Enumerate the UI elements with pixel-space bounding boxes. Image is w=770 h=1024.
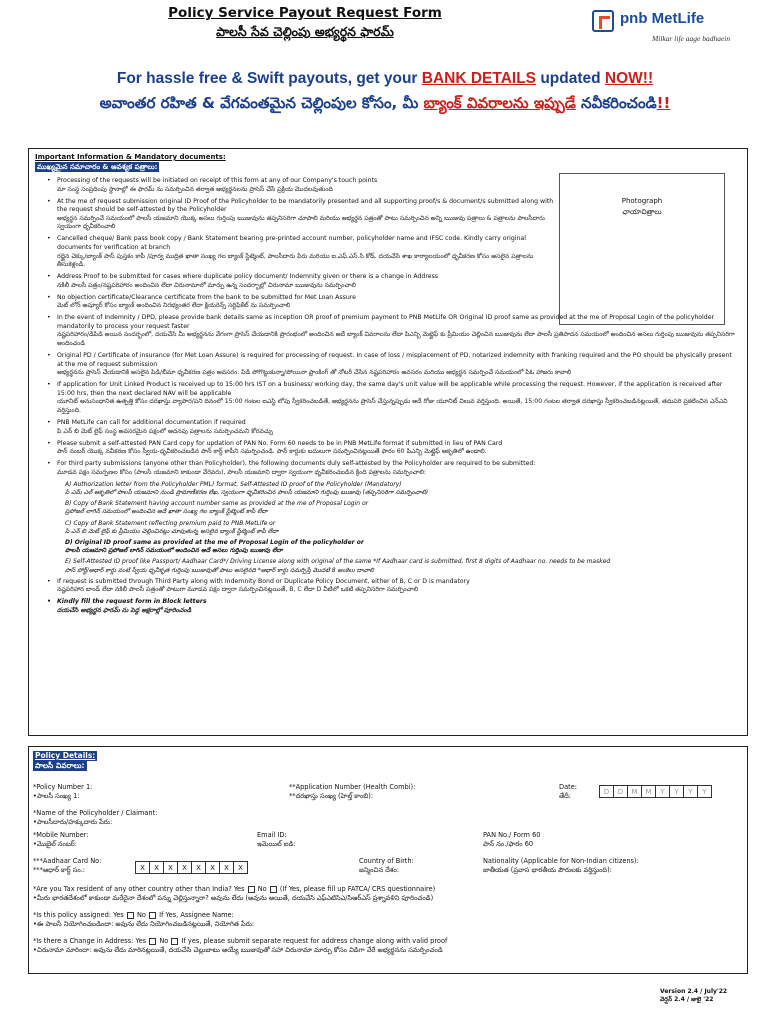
address-no-label: No — [159, 937, 169, 945]
bullet-te: దయచేసి అభ్యర్థన ఫారమ్ ను పెద్ద అక్షరాల్లో పూరించండి — [57, 606, 192, 614]
bullet-en: Processing of the requests will be initiated on receipt of this form at any of our Company's touch points — [57, 177, 378, 184]
info-bullet — [47, 235, 557, 269]
info-heading — [35, 152, 226, 172]
banner-te-suffix: నవీకరించండి — [575, 94, 657, 112]
third-party-item — [47, 520, 737, 536]
subitem-te: ప్రపోజల్ లాగిన్ సమయంలో అందించిన అదే ఖాతా సంఖ్య గల బ్యాంక్ స్టేట్మెంట్ కాపీ లేదా — [65, 508, 268, 516]
aadhaar-box[interactable]: X — [177, 861, 192, 874]
date-box[interactable]: Y — [655, 785, 670, 798]
bullet-en: For third party submissions (anyone other than Policyholder), the following documents duly self-attested by the Policyholder are required to be submitted: — [57, 460, 536, 468]
policyholder-name-label-te: •పాలసీదారు/హక్కుదారు పేరు: — [33, 818, 113, 826]
bullet-en: At the me of request submission original ID Proof of the Policyholder to be mandatorily presented and all supporting proof/s & document/s submitted along with the request should be self-attested by the Policyholder — [57, 197, 554, 214]
aadhaar-box[interactable]: X — [163, 861, 178, 874]
address-change-question — [33, 937, 447, 955]
subitem-en: E) Self-Attested ID proof like Passport/ Aadhaar Card*/ Driving License along with original of the same *If Aadhaar card is submitted, first 8 digits of Aadhaar no. needs to be masked — [65, 558, 611, 566]
policyholder-name-field[interactable] — [33, 809, 157, 827]
pan-field[interactable] — [483, 831, 540, 849]
bullet-en: Original PD / Certificate of insurance (for Met Loan Assure) is required for processing of request. In case of loss / misplacement of PD, notarized indemnity with franking required and the PO should be physically present at the me of request submission — [57, 352, 732, 368]
aadhaar-field — [33, 857, 101, 875]
info-bullet — [47, 440, 737, 457]
bullet-te: అభ్యర్థన సమర్పించే సమయంలో పాలసీ యజమాని యొక్క అసలు గుర్తింపు ఋజువును తప్పనిసరిగా చూపాలి మరియు అభ్యర్థన పత్రంతో పాటు సమర్పించిన అన్ని ఋజువు పత్రాలు & పత్రాలను పాలసీదారు స్వయంగా ధృవీకరించాలి — [57, 214, 545, 231]
bullet-te: అభ్యర్థనను ప్రాసెస్ చేయడానికి అసలైన పిడి/బీమా ధృవీకరణ పత్రం అవసరం. పిడి పోగొట్టుకున్నా/పోయినా ఫ్రాంకింగ్ తో నోటరీ చేసిన నష్టపరిహారం అవసరం మరియు అభ్యర్థన సమర్పించే సమయంలో పిఓ హాజరు కావాలి — [57, 369, 572, 377]
bullet-en: If request is submitted through Third Party along with Indemnity Bond or Duplicate Policy Document, either of B, C or D is mandatory — [57, 577, 470, 585]
bullet-te: నష్టపరిహార బాండ్ లేదా నకిలీ పాలసీ పత్రంతో పాటుగా మూడవ పక్షం ద్వారా సమర్పించినట్లయితే, B, C లేదా D వీటిలో ఒకటి తప్పనిసరిగా సమర్పించాలి — [57, 586, 419, 594]
pan-label: PAN No./ Form 60 — [483, 831, 541, 839]
policy-number-field[interactable] — [33, 783, 92, 801]
tax-no-checkbox[interactable] — [270, 886, 277, 893]
subitem-te: పాస్ పోర్ట్/ఆధార్ కార్డు వంటి స్వీయ ధృవీకృత గుర్తింపు ఋజువుతో పాటు అసలైనది *ఆధార్ కార్డు సమర్పిస్తే మొదటి 8 అంకెలు దాచాలి — [65, 566, 374, 574]
mobile-number-label: *Mobile Number: — [33, 831, 89, 839]
policy-number-label-te: •పాలసీ సంఖ్య 1: — [33, 792, 80, 800]
subitem-en: C) Copy of Bank Statement reflecting premium paid to PNB MetLife or — [65, 519, 276, 527]
email-label: Email ID: — [257, 831, 287, 839]
bullet-te: పి ఎన్ బి మెట్ లైఫ్ సంస్థ అవసరమైన పక్షంలో అదనపు పత్రాలను సమర్పించమని కోరవచ్చు — [57, 427, 273, 435]
subitem-te: పి ఎన్ బి మెట్ లైఫ్ కు ప్రీమియం చెల్లించినట్లు చూపుతున్న అసలైన బ్యాంక్ స్టేట్మెంట్ కాపీ లేదా — [65, 527, 279, 535]
bullet-en: Kindly fill the request form in Block letters — [57, 598, 207, 606]
address-yes-checkbox[interactable] — [149, 938, 156, 945]
subitem-te: పి ఎమ్ ఎల్ ఆకృతిలో పాలసీ యజమాని నుండి ప్రామాణీకరణ లేఖ, స్వయంగా ధృవీకరించిన పాలసీ యజమాని గుర్తింపు ఋజువు (తప్పనిసరిగా సమర్పించాలి) — [65, 488, 429, 496]
info-bullet — [47, 314, 737, 348]
assigned-no-checkbox[interactable] — [149, 912, 156, 919]
photograph-label-te: ఛాయాచిత్రాలు — [622, 208, 662, 216]
tax-resident-label-te: •మీరు భారతదేశంలో కాకుండా మరేదైనా దేశంలో పన్ను చెల్లిస్తున్నారా? అవును లేదు (అవును అయితే, దయచేసి ఎఫ్ఎటిసిఎ/సిఆర్ఎస్ ప్రశ్నావళిని పూరించండి) — [33, 894, 434, 902]
info-bullet — [47, 381, 737, 415]
info-bullet — [47, 598, 737, 615]
aadhaar-input-boxes[interactable] — [135, 861, 247, 874]
photograph-label: Photograph — [621, 197, 663, 205]
subitem-en: D) Original ID proof same as provided at the me of Proposal Login of the policyholder or — [65, 538, 364, 546]
bullet-te: మూడవ పక్షం సమర్పణల కోసం (పాలసీ యజమాని కాకుండా వేరెవరు), పాలసీ యజమాని ద్వారా స్వయంగా ధృవీకరించబడిన క్రింది పత్రాలను సమర్పించాలి: — [57, 468, 426, 476]
pnb-metlife-logo — [592, 8, 742, 50]
address-no-checkbox[interactable] — [171, 938, 178, 945]
aadhaar-label: ***Aadhaar Card No: — [33, 857, 102, 865]
date-box[interactable]: Y — [669, 785, 684, 798]
subitem-te: పాలసీ యజమాని ప్రపోజల్ లాగిన్ సమయంలో అందించిన అదే అసలు గుర్తింపు ఋజువు లేదా — [65, 547, 283, 555]
banner-en-now: NOW!! — [604, 70, 654, 87]
assigned-yes-checkbox[interactable] — [127, 912, 134, 919]
address-change-label: *Is there a Change in Address: — [33, 937, 134, 945]
assignee-name-label: If Yes, Assignee Name: — [159, 911, 234, 919]
tax-no-label: No — [257, 885, 267, 893]
banner-te-bank: బ్యాంక్ వివరాలను ఇప్పుడే — [423, 94, 576, 112]
subitem-en: A) Authorization letter from the Policyholder PML) format, Self-Attested ID proof of the Policyholder (Mandatory) — [65, 480, 402, 488]
form-title-en: Policy Service Payout Request Form — [168, 5, 442, 21]
mobile-number-label-te: •మొబైల్ నంబర్: — [33, 840, 77, 848]
bullet-en: PNB MetLife can call for additional documentation if required — [57, 418, 246, 426]
email-field[interactable] — [257, 831, 296, 849]
bullet-te: యూనిట్ అనుసంధానిత ఉత్పత్తి కోసం దరఖాస్తు వ్యాపార/పని దినంలో 15:00 గంటల ఐఎస్టి లోపు స్వీకరించబడితే, అభ్యర్థనను ప్రాసెస్ చేస్తున్నప్పుడు అదే రోజు యూనిట్ విలువ వర్తిస్తుంది. అయితే, 15:00 గంటల తర్వాత దరఖాస్తు స్వీకరించబడినట్లయితే, తదుపరి ప్రకటించిన ఎన్ఎవి వర్తిస్తుంది. — [57, 398, 728, 414]
info-bullet — [47, 294, 737, 311]
policy-heading-en: Policy Details: — [35, 751, 96, 760]
mobile-number-field[interactable] — [33, 831, 89, 849]
country-of-birth-field[interactable] — [359, 857, 414, 875]
application-number-label: **Application Number (Health Combi): — [289, 783, 416, 791]
aadhaar-box[interactable]: X — [191, 861, 206, 874]
banner-english — [0, 70, 770, 88]
aadhaar-label-te: ***ఆధార్ కార్డ్ సం.: — [33, 866, 86, 874]
banner-te-exclaim: !! — [656, 94, 671, 112]
aadhaar-box[interactable]: X — [205, 861, 220, 874]
aadhaar-box[interactable]: X — [233, 861, 248, 874]
tax-note: (If Yes, please fill up FATCA/ CRS questionnaire) — [279, 885, 436, 893]
bullet-en: In the event of Indemnity / DPD, please provide bank details same as inception OR proof of premium payment to PNB MetLife OR Original ID proof same as provided at the me of Proposal Login of the policyholder mandatorily to process your request faster — [57, 314, 715, 330]
form-title-te: పాలసీ సేవ చెల్లింపు అభ్యర్థన ఫారమ్ — [216, 24, 394, 39]
bullet-en: No objection certificate/Clearance certificate from the bank to be submitted for Met Loan Assure — [57, 293, 356, 301]
bullet-en: If application for Unit Linked Product is received up to 15:00 hrs IST on a business/ working day, the same day's unit value will be applicable while processing the request. However, if the application is received after 15:00 hrs, then the next declared NAV will be applicable — [57, 381, 723, 397]
version-en: Version 2.4 / July'22 — [660, 988, 728, 995]
form-title — [135, 4, 475, 42]
logo-tagline: Milkar life aage badhaein — [652, 34, 731, 43]
date-box[interactable]: D — [599, 785, 614, 798]
policyholder-name-label: *Name of the Policyholder / Claimant: — [33, 809, 158, 817]
aadhaar-box[interactable]: X — [135, 861, 150, 874]
date-input-boxes[interactable] — [599, 785, 711, 798]
bullet-en: Address Proof to be submitted for cases where duplicate policy document/ Indemnity given or there is a change in Address — [57, 273, 439, 281]
aadhaar-box[interactable]: X — [219, 861, 234, 874]
country-of-birth-label: Country of Birth: — [359, 857, 414, 865]
policy-details-heading — [33, 751, 97, 771]
date-box[interactable]: M — [627, 785, 642, 798]
country-of-birth-label-te: జన్మించిన దేశం: — [359, 866, 400, 874]
assigned-label-te: •ఈ పాలసీ నియోగించబడిందా: అవును లేదు నియోగించబడినట్లయితే, నియోగిత పేరు: — [33, 920, 255, 928]
tax-resident-question — [33, 885, 435, 903]
assigned-no-label: No — [136, 911, 146, 919]
banner-telugu — [0, 94, 770, 116]
bullet-te: నష్టపరిహారం/డిపిడి అయిన సందర్భంలో, దయచేసి మీ అభ్యర్థనను వేగంగా ప్రాసెస్ చేయడానికి ప్రారంభంలో అందించిన అదే బ్యాంక్ వివరాలను లేదా పిఎన్బి మెట్లైఫ్ కు ప్రీమియం చెల్లించిన ఋజువును లేదా పాలసీ ప్రతిపాదన సమయంలో అందించిన అసలు గుర్తింపు ఋజువును తప్పనిసరిగా అందించండి — [57, 331, 735, 348]
date-label-te: తేదీ: — [559, 792, 572, 800]
info-bullet — [47, 419, 737, 436]
info-bullet — [47, 578, 737, 595]
info-bullet — [47, 352, 737, 378]
assigned-yes-label: Yes — [113, 911, 124, 919]
version-label — [660, 988, 727, 1004]
tax-resident-label: *Are you Tax resident of any other country other than India? Yes — [33, 885, 245, 893]
third-party-item — [47, 558, 737, 574]
info-bullet — [47, 460, 737, 477]
date-box[interactable]: M — [641, 785, 656, 798]
date-label-en: Date: — [559, 783, 577, 791]
bullet-te: నకిలీ పాలసీ పత్రం/నష్టపరిహారం అందించిన లేదా చిరునామాలో మార్పు ఉన్న సందర్భాల్లో చిరునామా ఋజువును సమర్పించాలి — [57, 281, 356, 289]
policy-heading-te: పాలసీ వివరాలు: — [35, 761, 85, 770]
third-party-item — [47, 481, 737, 497]
nationality-label-te: జాతీయత (ప్రవాస భారతీయ పౌరులకు వర్తిస్తుంది): — [483, 866, 612, 874]
info-heading-te: ముఖ్యమైన సమాచారం & అవశ్యక పత్రాలు: — [37, 163, 158, 171]
info-heading-en: Important Information & Mandatory documents: — [35, 153, 226, 161]
policy-number-label: *Policy Number 1: — [33, 783, 93, 791]
bullet-en: Cancelled cheque/ Bank pass book copy / Bank Statement bearing pre-printed account number, policyholder name and IFSC code. Kindly carry original documents for verification at branch — [57, 235, 526, 251]
application-number-field[interactable] — [289, 783, 415, 801]
date-label — [559, 783, 577, 801]
address-note: If yes, please submit separate request for address change along with valid proof — [181, 937, 448, 945]
application-number-label-te: **దరఖాస్తు సంఖ్య (హెల్త్ కాంబి): — [289, 792, 374, 800]
policy-assigned-question — [33, 911, 254, 929]
subitem-en: B) Copy of Bank Statement having account number same as provided at the me of Proposal Login or — [65, 500, 369, 508]
info-bullet — [47, 177, 557, 194]
bullet-te: పాన్ నంబర్ యొక్క నవీకరణ కోసం స్వీయ-ధృవీకరించబడిన పాన్ కార్డ్ కాపీని సమర్పించండి. పాన్ కార్డుకు బదులుగా సమర్పించినట్లయితే ఫారం 60 పిఎన్బి మెట్లైఫ్ ఆకృతిలో ఉండాలి. — [57, 448, 487, 456]
important-info-section — [28, 148, 748, 736]
date-box[interactable]: Y — [683, 785, 698, 798]
banner-te-prefix: అవాంతర రహిత & వేగవంతమైన చెల్లింపుల కోసం, మీ — [99, 94, 424, 112]
date-box[interactable]: D — [613, 785, 628, 798]
address-yes-label: Yes — [135, 937, 147, 945]
date-box[interactable]: Y — [697, 785, 712, 798]
banner-en-prefix: For hassle free & Swift payouts, get your — [116, 70, 422, 87]
pan-label-te: పాన్ నం./ఫారం 60 — [483, 840, 534, 848]
bullet-te: మెట్ లోన్ అష్యూర్ కోసం బ్యాంక్ అందించిన నిరభ్యంతర లేదా క్లియరెన్స్ సర్టిఫికేట్ ను సమర్పించాలి — [57, 302, 291, 310]
tax-yes-checkbox[interactable] — [248, 886, 255, 893]
assigned-label: *Is this policy assigned: — [33, 911, 111, 919]
address-change-label-te: •చిరునామా మారిందా: అవును లేదు మారినట్లయితే, దయచేసి చెల్లుబాటు అయ్యే ఋజువుతో సహా చిరునామా మార్పు కోసం విడిగా వేరే అభ్యర్థనను సమర్పించండి — [33, 946, 443, 954]
version-te: వెర్షన్ 2.4 / జులై '22 — [660, 996, 714, 1003]
logo-mark-icon — [592, 10, 614, 32]
bullet-te: మా సంస్థ సంప్రదింపు స్థానాల్లో ఈ ఫారమ్ ను సమర్పించిన తర్వాత అభ్యర్థనలను ప్రాసెస్ చేసే ప్రక్రియ మొదలవుతుంది — [57, 185, 333, 193]
banner-en-bank-details: BANK DETAILS — [421, 70, 537, 87]
nationality-label: Nationality (Applicable for Non-Indian citizens): — [483, 857, 639, 865]
logo-text: pnb MetLife — [620, 10, 705, 27]
policy-details-section — [28, 746, 748, 974]
nationality-field[interactable] — [483, 857, 639, 875]
banner-en-mid: updated — [536, 70, 605, 87]
email-label-te: ఇమెయిల్ ఐడి: — [257, 840, 296, 848]
info-bullet — [47, 198, 557, 232]
aadhaar-box[interactable]: X — [149, 861, 164, 874]
info-bullet-list — [47, 177, 737, 619]
third-party-item — [47, 500, 737, 516]
info-bullet — [47, 273, 557, 290]
bullet-te: రద్దైన చెక్కు/బ్యాంక్ పాస్ పుస్తకం కాపీ /పూర్వ ముద్రిత ఖాతా సంఖ్య గల బ్యాంక్ స్టేట్మెంట్, పాలసీదారు పేరు మరియు ఐ.ఎఫ్.ఎస్.సి కోడ్. దయచేసి శాఖ కార్యాలయంలో ధృవీకరణ కోసం అసలైన పత్రాలను తీసుకెళ్లండి. — [57, 252, 534, 269]
bullet-en: Please submit a self-attested PAN Card copy for updation of PAN No. Form 60 needs to be in PNB MetLife format if submitted in lieu of PAN Card — [57, 439, 503, 447]
third-party-item — [47, 539, 737, 555]
